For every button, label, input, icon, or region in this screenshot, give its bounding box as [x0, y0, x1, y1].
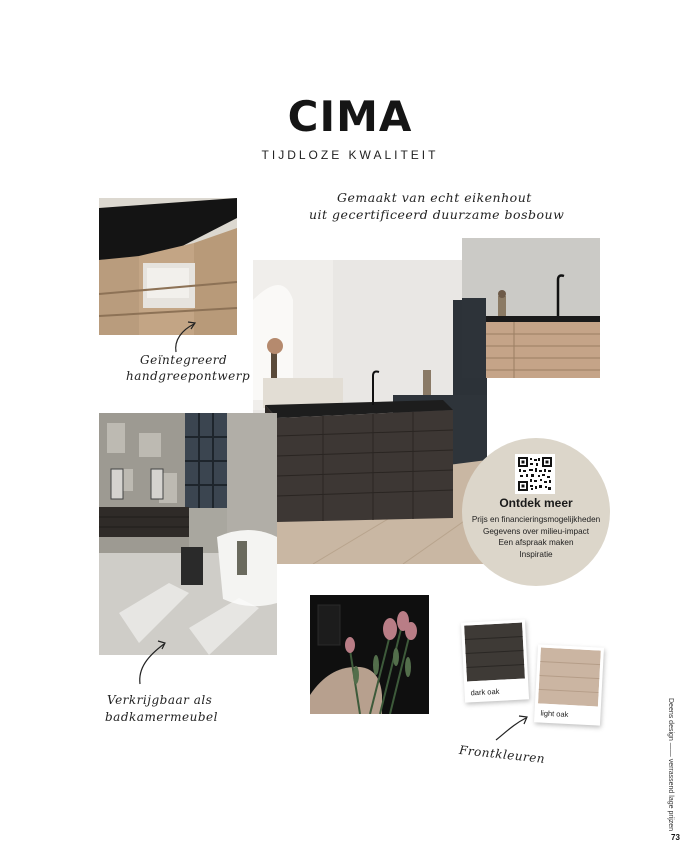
side-tagline: Deens design —— verrassend lage prijzen: [667, 698, 674, 832]
caption-bath-line1: Verkrijgbaar als: [107, 693, 213, 707]
flowers-photo: [310, 595, 429, 714]
drawer-photo: [99, 198, 237, 335]
discover-list: [462, 514, 610, 560]
page-number: 73: [671, 833, 680, 842]
swatch-light-oak-label: light oak: [540, 708, 569, 720]
caption-bath-line2: badkamermeubel: [105, 710, 218, 724]
discover-more-badge[interactable]: [462, 438, 610, 586]
kitchen-island-photo: [253, 260, 487, 564]
swatch-dark-oak[interactable]: [461, 619, 529, 702]
swatch-light-oak-sample: [538, 647, 601, 706]
caption-front-colors: Frontkleuren: [458, 742, 546, 766]
discover-item-price: Prijs en financieringsmogelijkheden: [471, 515, 601, 524]
page-title: CIMA: [287, 92, 413, 141]
discover-item-appointment: Een afspraak maken: [498, 538, 574, 547]
page-subtitle: TIJDLOZE KWALITEIT: [261, 148, 439, 162]
arrow-icon: [494, 712, 530, 742]
swatch-dark-oak-label: dark oak: [470, 686, 500, 698]
arrow-icon: [134, 636, 170, 686]
caption-oak-line1: Gemaakt van echt eikenhout: [337, 190, 532, 205]
caption-handle-line1: Geïntegreerd: [140, 353, 228, 367]
sink-photo: [462, 238, 600, 378]
caption-oak-line2: uit gecertificeerd duurzame bosbouw: [309, 207, 565, 222]
bathroom-photo: [99, 413, 277, 655]
qr-code-icon[interactable]: [515, 454, 555, 494]
discover-item-environment: Gegevens over milieu-impact: [482, 526, 590, 536]
discover-heading: Ontdek meer: [499, 496, 573, 510]
discover-item-inspiration: Inspiratie: [519, 549, 553, 559]
swatch-light-oak[interactable]: [534, 644, 604, 725]
arrow-icon: [172, 318, 202, 354]
swatch-dark-oak-sample: [464, 623, 525, 682]
caption-handle-line2: handgreepontwerp: [126, 369, 251, 383]
